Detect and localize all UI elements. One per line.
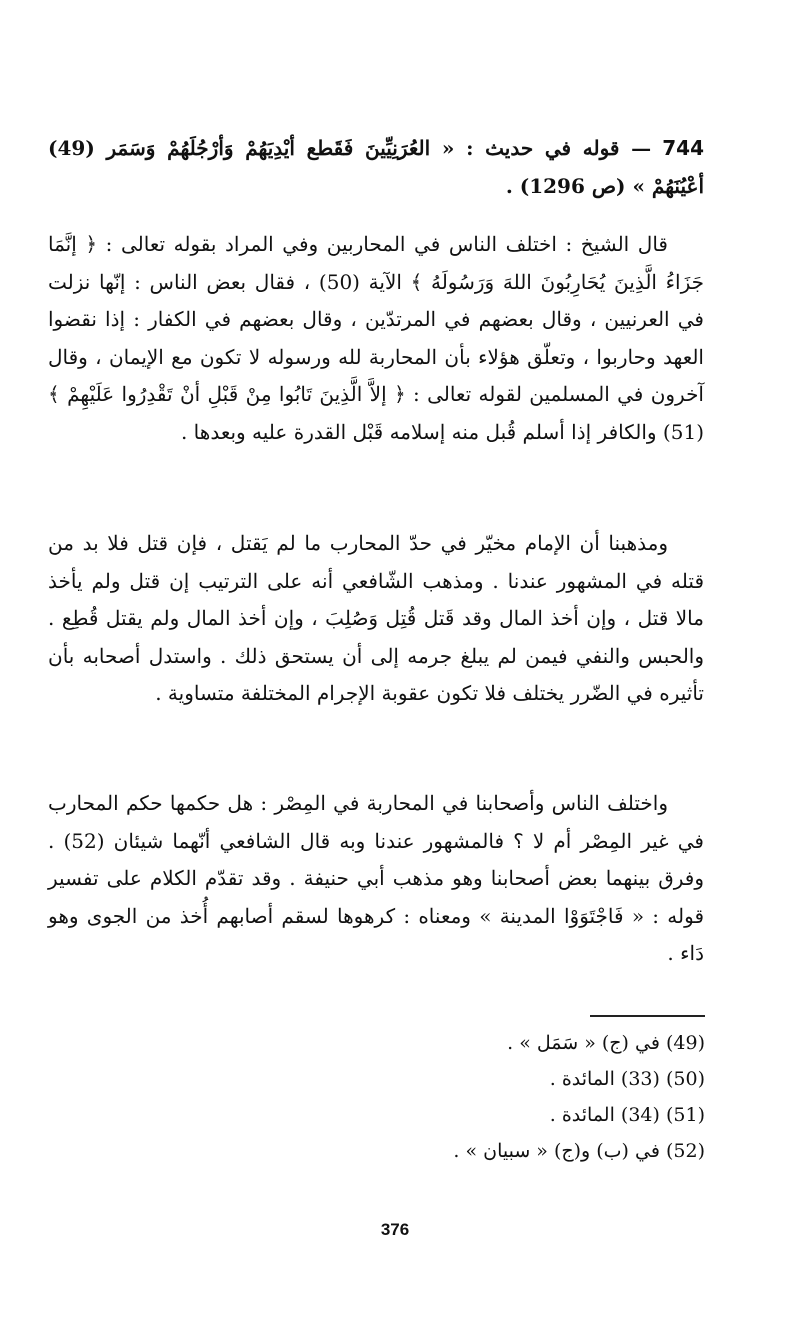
footnotes <box>260 1025 705 1169</box>
footnote-divider <box>590 1015 705 1017</box>
entry-heading: — قوله في حديث : « العُرَنِيِّينَ فَقَطع أيْدِيَهُمْ وَأرْجُلَهُمْ وَسَمَر (49) أعْيُنَهُمْ » (ص 1296) . <box>48 136 704 198</box>
entry-number: 744 <box>662 136 705 160</box>
footnote-49: (49) في (ج) « سَمَل » . <box>507 1032 705 1054</box>
paragraph-text: واختلف الناس وأصحابنا في المحاربة في المِصْر : هل حكمها حكم المحارب في غير المِصْر أم لا ؟ فالمشهور عندنا وبه قال الشافعي أنّهما شيئان (52) . وفرق بينهما بعض أصحابنا وهو مذهب أبي حنيفة . وقد تقدّم الكلام على تفسير قوله : « فَاجْتَوَوْا المدينة » ومعناه : كرهوها لسقم أصابهم أُخذ من الجوى وهو دَاء . <box>48 791 704 966</box>
page-number: 376 <box>380 1220 410 1239</box>
footnote-50: (50) (33) المائدة . <box>549 1068 705 1090</box>
hadith-entry <box>48 130 704 205</box>
footnote-51: (51) (34) المائدة . <box>549 1104 705 1126</box>
footnote-52: (52) في (ب) و(ج) « سبيان » . <box>453 1140 705 1162</box>
commentary-paragraph-2 <box>48 525 704 713</box>
commentary-paragraph-1 <box>48 226 704 452</box>
paragraph-text: ومذهبنا أن الإمام مخيّر في حدّ المحارب ما لم يَقتل ، فإن قتل فلا بد من قتله في المشهور عندنا . ومذهب الشّافعي أنه على الترتيب إن قتل ولم يأخذ مالا قتل ، وإن أخذ المال وقد قَتل قُتِل وَصُلِبَ ، وإن أخذ المال ولم يقتل قُطِع . والحبس والنفي فيمن لم يبلغ جرمه إلى أن يستحق ذلك . واستدل أصحابه بأن تأثيره في الضّرر يختلف فلا تكون عقوبة الإجرام المختلفة متساوية . <box>48 531 704 706</box>
commentary-paragraph-3 <box>48 785 704 973</box>
paragraph-text: قال الشيخ : اختلف الناس في المحاربين وفي المراد بقوله تعالى : ﴿ إنَّمَا جَزَاءُ الَّذِينَ يُحَارِبُونَ اللهَ وَرَسُولَهُ ﴾ الآية (50) ، فقال بعض الناس : إنّها نزلت في العرنيين ، وقال بعضهم في المرتدّين ، وقال بعضهم في الكفار : إذا نقضوا العهد وحاربوا ، وتعلّق هؤلاء بأن المحاربة لله ورسوله لا تكون مع الإيمان ، وقال آخرون في المسلمين لقوله تعالى : ﴿ إلاَّ الَّذِينَ تَابُوا مِنْ قَبْلِ أنْ تَقْدِرُوا عَلَيْهِمْ ﴾ (51) والكافر إذا أسلم قُبل منه إسلامه قَبْل القدرة عليه وبعدها . <box>48 232 705 444</box>
